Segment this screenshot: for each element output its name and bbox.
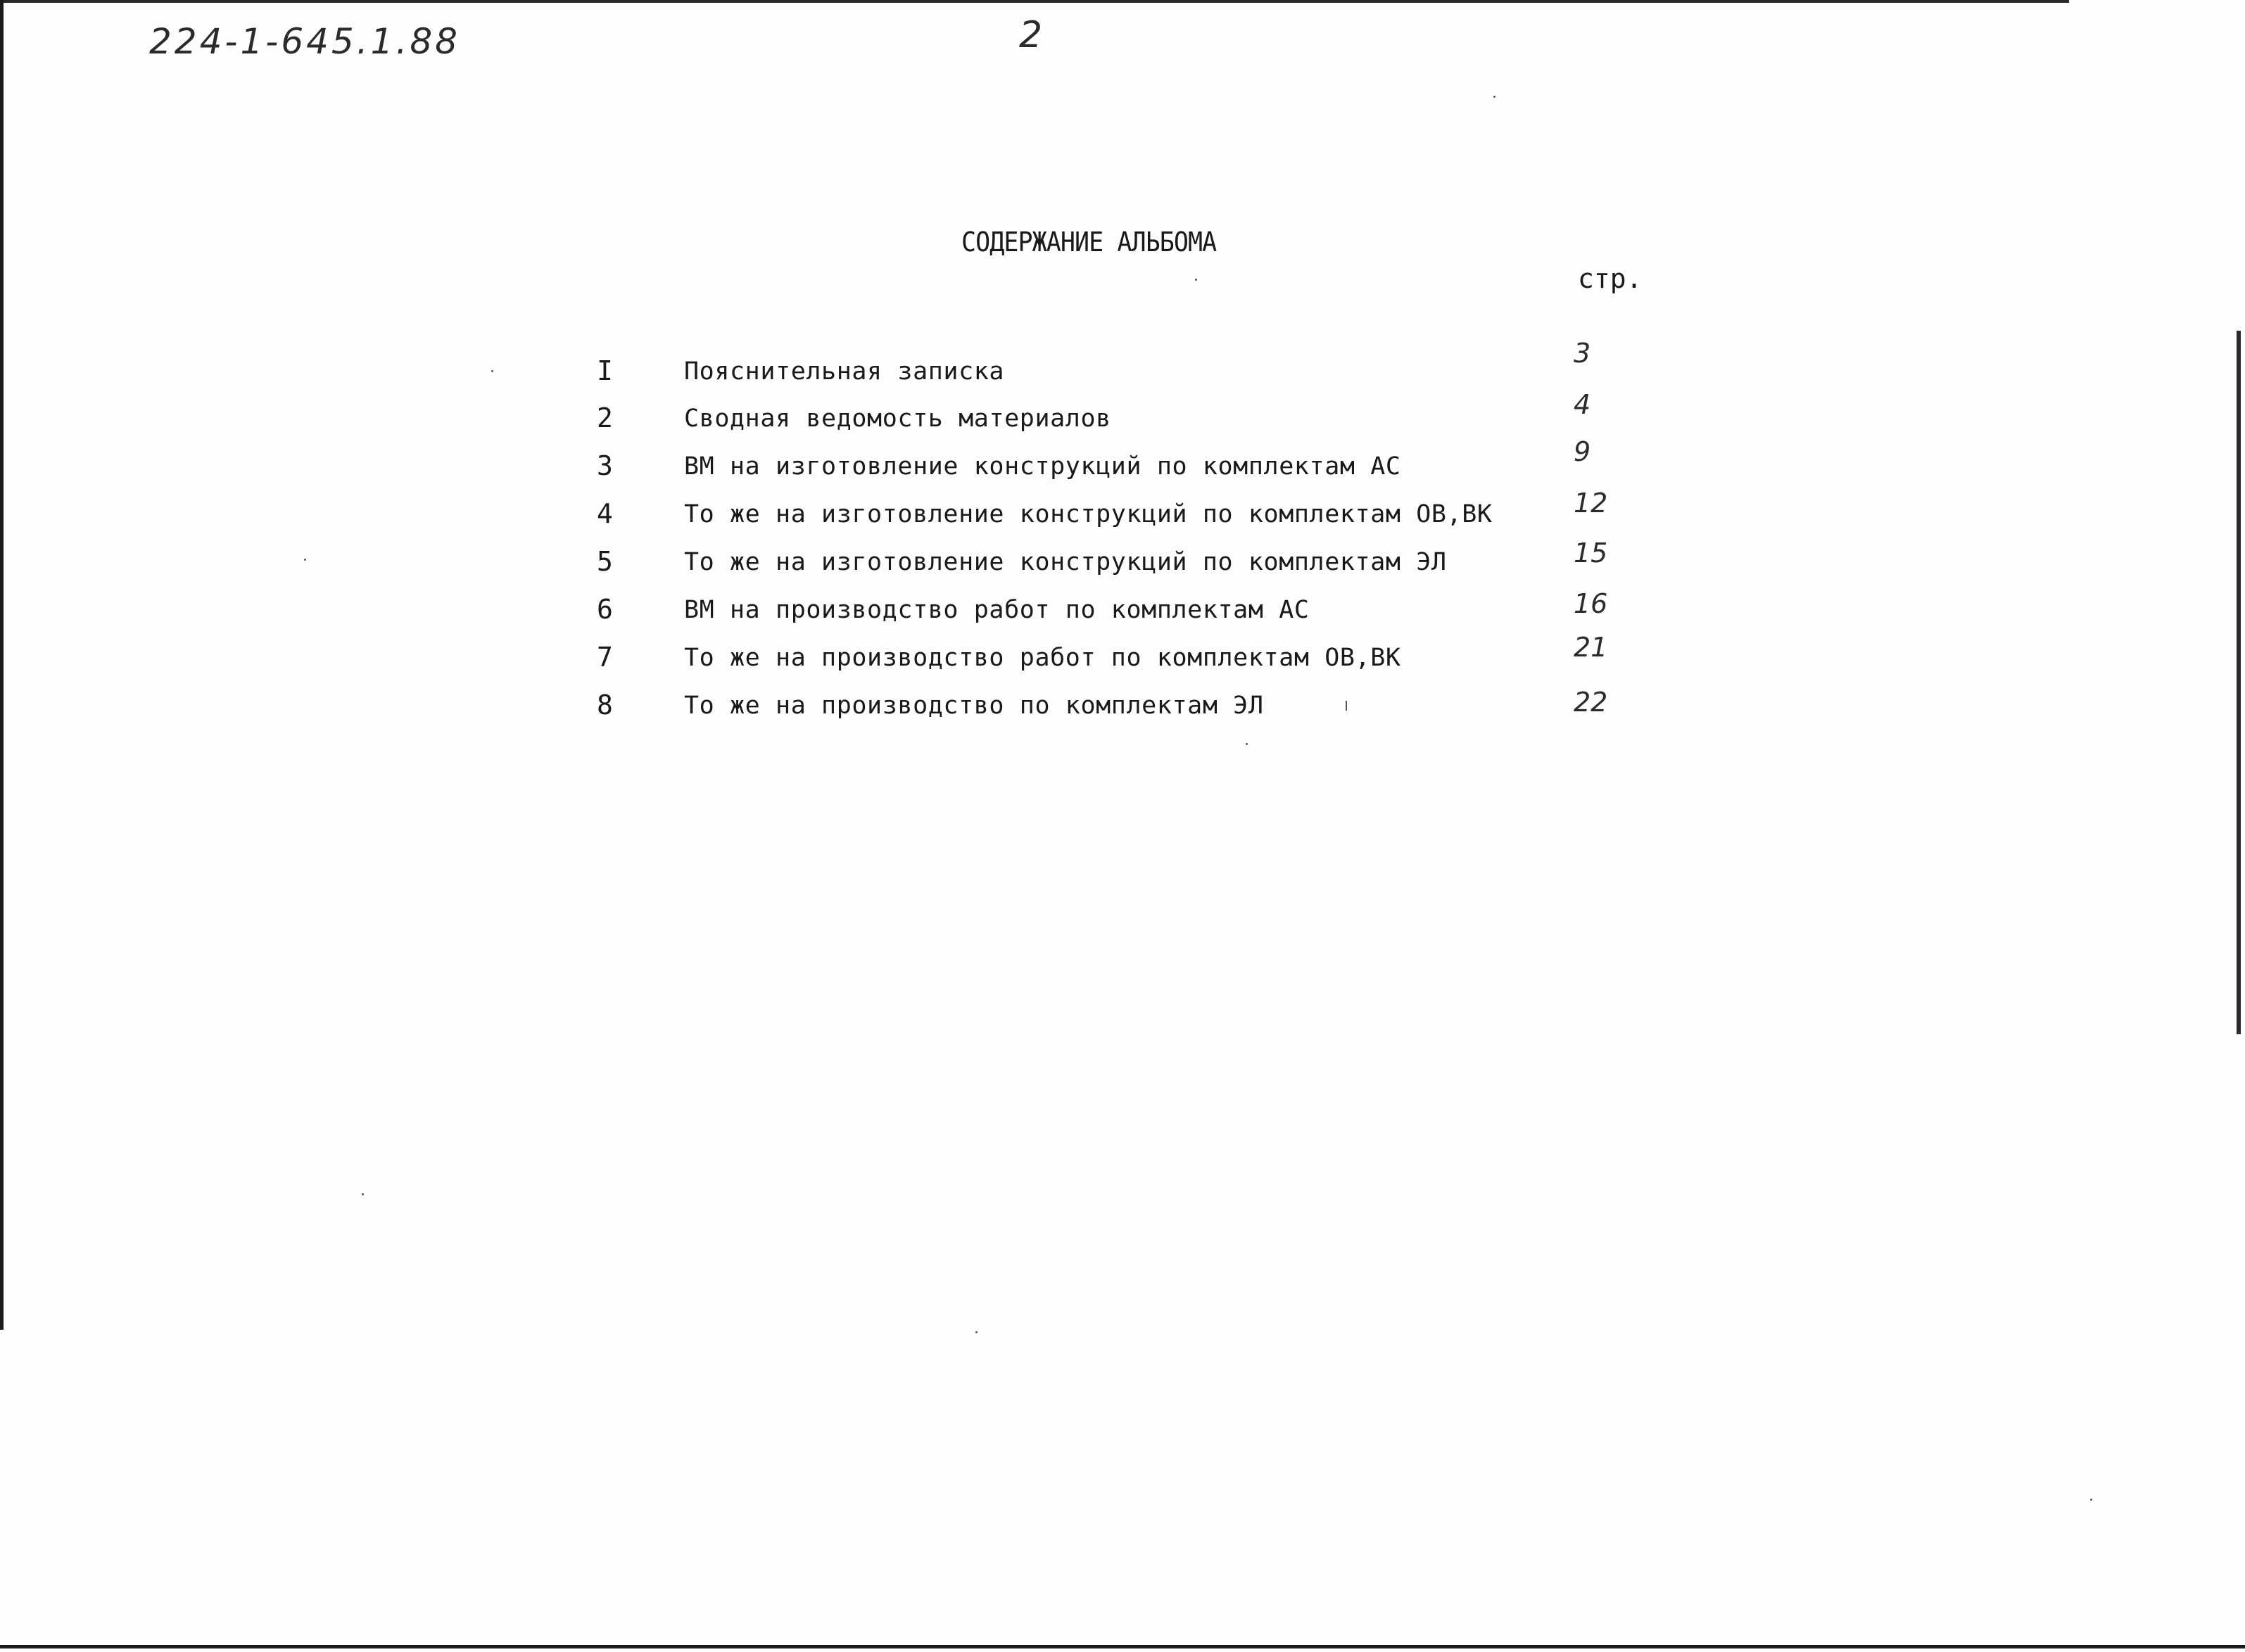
page-title: СОДЕРЖАНИЕ АЛЬБОМА [961,227,1217,258]
toc-item-text: Пояснительная записка [684,357,1005,386]
toc-item-text: То же на производство работ по комплектам ОВ,ВК [684,644,1401,672]
toc-item-page: 4 [1574,389,1591,420]
scan-speck [1493,96,1495,98]
scan-speck [304,559,306,561]
scan-speck [2090,1499,2092,1501]
document-code: 224-1-645.1.88 [149,21,460,62]
toc-item-page: 9 [1574,436,1591,467]
toc-item-page: 12 [1574,488,1608,519]
scan-speck [1246,743,1248,745]
toc-item-number: 8 [597,690,613,720]
toc-item-page: 3 [1574,338,1591,369]
toc-item-text: То же на производство по комплектам ЭЛ [684,692,1264,720]
toc-item-number: 3 [597,450,613,481]
toc-item-text: ВМ на производство работ по комплектам АС [684,596,1310,624]
sheet-number: 2 [1019,14,1046,56]
scan-speck [1346,701,1347,711]
toc-item-number: 6 [597,594,613,625]
toc-item-text: Сводная ведомость материалов [684,405,1111,433]
toc-item-page: 22 [1574,687,1608,718]
scan-border-top [0,0,2069,3]
scan-speck [491,370,493,372]
toc-item-number: 4 [597,498,613,529]
toc-item-page: 21 [1574,632,1608,663]
scan-border-bottom [0,1645,2245,1648]
toc-item-text: ВМ на изготовление конструкций по комплектам АС [684,452,1401,481]
scan-border-left [0,0,4,1330]
scan-border-right [2237,331,2241,1034]
scan-speck [975,1331,978,1333]
toc-item-page: 15 [1574,538,1608,568]
toc-item-text: То же на изготовление конструкций по комплектам ОВ,ВК [684,500,1493,528]
scan-speck [362,1193,364,1195]
toc-item-number: I [597,355,613,386]
toc-item-number: 2 [597,402,613,433]
toc-item-page: 16 [1574,588,1608,619]
scan-speck [1195,279,1197,281]
toc-item-number: 5 [597,546,613,577]
toc-item-text: То же на изготовление конструкций по комплектам ЭЛ [684,548,1447,576]
toc-item-number: 7 [597,642,613,673]
pages-column-label: стр. [1578,263,1643,294]
